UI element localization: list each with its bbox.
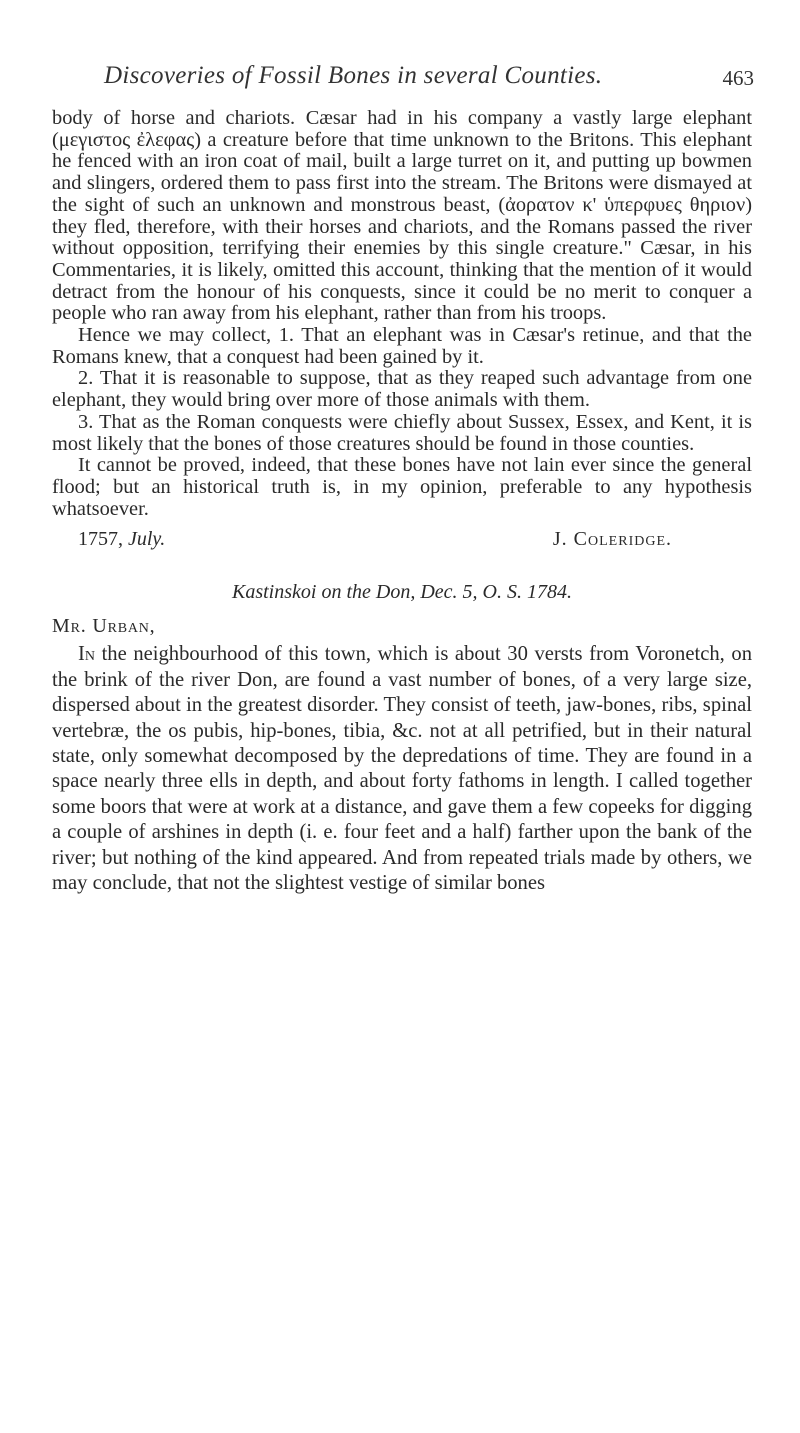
paragraph-point-3: 3. That as the Roman conquests were chiefly about Sussex, Essex, and Kent, it is most likely that the bones of those creatures should be found in those counties. — [52, 410, 752, 455]
salutation: Mr. Urban, — [52, 615, 156, 638]
page-number: 463 — [722, 66, 754, 90]
page — [52, 62, 752, 896]
article-don-bones — [52, 642, 752, 896]
running-title: Discoveries of Fossil Bones in several Counties. — [104, 62, 603, 89]
letter-date-year: 1757, — [78, 528, 123, 551]
letter-date-month: July. — [128, 528, 166, 551]
paragraph-point-2: 2. That it is reasonable to suppose, that as they reaped such advantage from one elephant, they would bring over more of those animals with them. — [52, 367, 752, 412]
running-header — [52, 62, 752, 102]
dateline: Kastinskoi on the Don, Dec. 5, O. S. 1784. — [232, 581, 572, 604]
paragraph-conclusion: It cannot be proved, indeed, that these bones have not lain ever since the general flood; but an historical truth is, in my opinion, preferable to any hypothesis whatsoever. — [52, 454, 752, 520]
letter-date — [52, 528, 165, 550]
signature-row — [52, 528, 752, 550]
paragraph-caesar-elephant: body of horse and chariots. Cæsar had in his company a vastly large elephant (μεγιστος ἐλεφας) a creature before that time unknown to the Britons. This elephant he fenced with an iron coat of mail, built a large turret on it, and putting up bowmen and slingers, ordered them to pass first into the stream. The Britons were dismayed at the sight of such an unknown and monstrous beast, (ἀορατον κ' ὑπερφυες θηριον) they fled, therefore, with their horses and chariots, and the Romans passed the river without opposition, terrifying their enemies by this single creature." Cæsar, in his Commentaries, it is likely, omitted this account, thinking that the mention of it would detract from the honour of his conquests, since it could be no merit to conquer a people who ran away from his elephant, rather than from his troops. — [52, 107, 752, 325]
paragraph-hence: Hence we may collect, 1. That an elephant was in Cæsar's retinue, and that the Romans knew, that a conquest had been gained by it. — [52, 324, 752, 368]
paragraph-don-bones — [52, 642, 752, 896]
signature: J. Coleridge. — [552, 528, 672, 551]
article-fossil-elephant — [52, 108, 752, 550]
paragraph-don-bones-text: the neighbourhood of this town, which is about 30 versts from Voronetch, on the brink of the river Don, are found a vast number of bones, of a very large size, dispersed about in the greatest disorder. They consist of teeth, jaw-bones, ribs, spinal vertebræ, the os pubis, hip-bones, tibia, &c. not at all petrified, but in their natural state, only somewhat decomposed by the depredations of time. They are found in a space nearly three ells in depth, and about forty fathoms in length. I called together some boors that were at work at a distance, and gave them a few copeeks for digging a couple of arshines in depth (i. e. four feet and a half) farther upon the bank of the river; but nothing of the kind appeared. And from repeated trials made by others, we may conclude, that not the slightest vestige of similar bones — [52, 643, 752, 895]
lead-word: In — [78, 643, 95, 666]
